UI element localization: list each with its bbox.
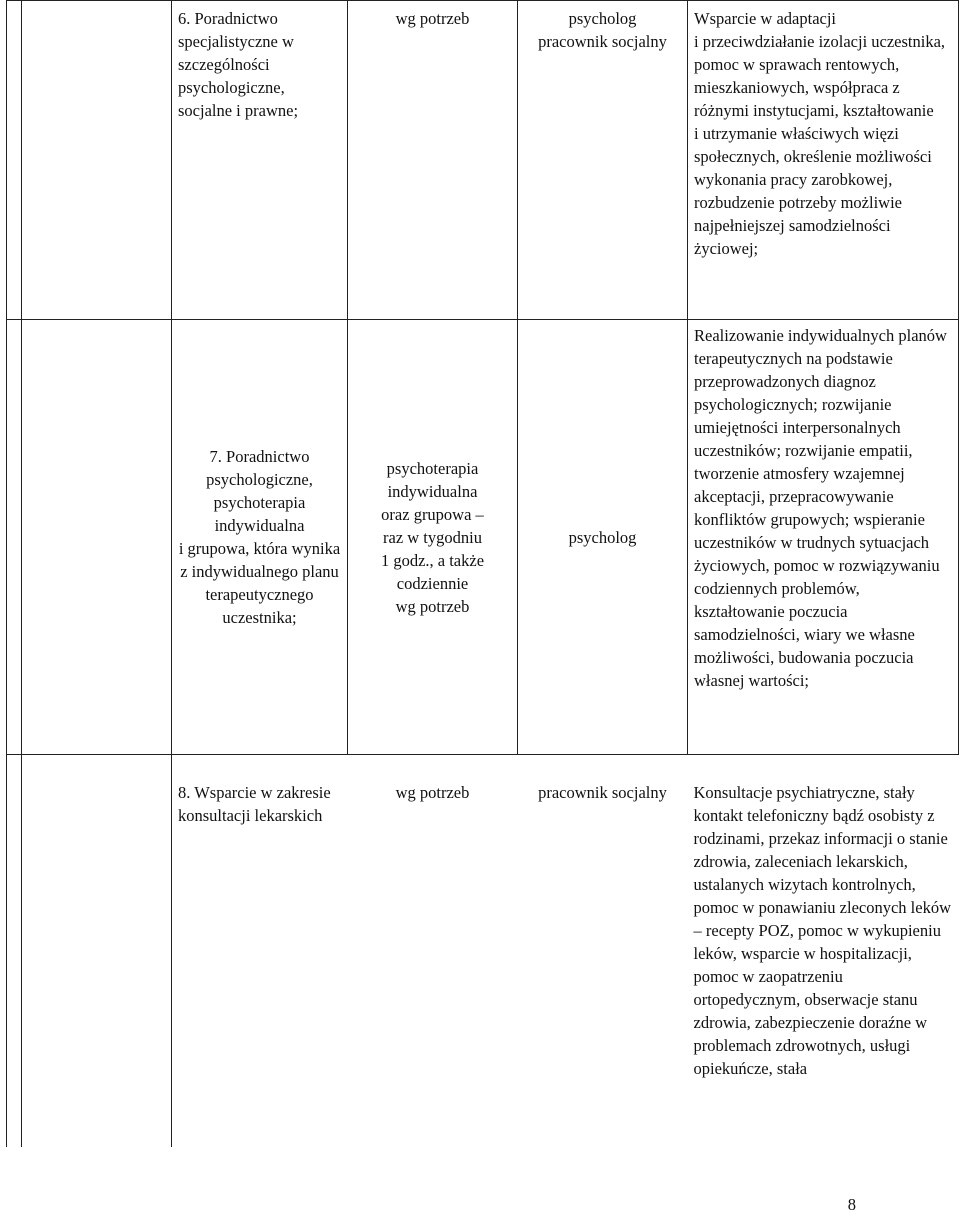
service-name: 6. Poradnictwo specjalistyczne w szczególności psychologiczne, socjalne i prawne; [178,9,299,120]
service-staff: psycholog [568,527,637,547]
service-staff: psycholog pracownik socjalny [538,9,667,51]
frequency-cell [348,1,518,320]
table-row [7,755,959,1148]
service-cell [172,1,348,320]
margin-cell [7,755,22,1148]
staff-cell [518,1,688,320]
service-cell [172,320,348,755]
margin-cell [7,1,22,320]
service-description: Konsultacje psychiatryczne, stały kontakt telefoniczny bądź osobisty z rodzinami, przekaz informacji o stanie zdrowia, zaleceniach lekarskich, ustalanych wizytach kontrolnych, pomoc w ponawianiu zleconych leków – recepty POZ, pomoc w wykupieniu leków, wsparcie w hospitalizacji, pomoc w zaopatrzeniu ortopedycznym, obserwacje stanu zdrowia, zabezpieczenie doraźne w problemach zdrowotnych, usługi opiekuńcze, stała [693,783,952,1078]
service-frequency: wg potrzeb [395,9,470,28]
service-description: Realizowanie indywidualnych planów terapeutycznych na podstawie przeprowadzonych diagnoz psychologicznych; rozwijanie umiejętności interpersonalnych uczestników; rozwijanie empatii, tworzenie atmosfery wzajemnej akceptacji, przepracowywanie konfliktów grupowych; wspieranie uczestników w trudnych sytuacjach życiowych, pomoc w rozwiązywaniu codziennych problemów, kształtowanie poczucia samodzielności, wiary we własne możliwości, budowania poczucia własnej wartości; [694,326,947,690]
number-cell [22,755,172,1148]
page-number: 8 [847,1195,856,1214]
staff-cell [518,755,688,1148]
service-frequency: wg potrzeb [395,783,470,802]
frequency-cell [348,755,518,1148]
number-cell [22,1,172,320]
description-cell [688,755,959,1148]
table-row [7,1,959,320]
table-row [7,320,959,755]
service-description: Wsparcie w adaptacji i przeciwdziałanie izolacji uczestnika, pomoc w sprawach rentowych, mieszkaniowych, współpraca z różnymi instytucjami, kształtowanie i utrzymanie właściwych więzi społecznych, określenie możliwości wykonania pracy zarobkowej, rozbudzenie potrzeby możliwie najpełniejszej samodzielności życiowej; [694,9,946,258]
service-name: 7. Poradnictwo psychologiczne, psychoterapia indywidualna i grupowa, która wynika z indywidualnego planu terapeutycznego uczestnika; [178,447,341,627]
service-cell [172,755,348,1148]
service-frequency: psychoterapia indywidualna oraz grupowa – raz w tygodniu 1 godz., a także codziennie wg potrzeb [380,458,485,616]
service-name: 8. Wsparcie w zakresie konsultacji lekarskich [178,783,331,825]
description-cell [688,320,959,755]
service-staff: pracownik socjalny [538,783,667,802]
services-table [6,0,959,1147]
staff-cell [518,320,688,755]
number-cell [22,320,172,755]
description-cell [688,1,959,320]
margin-cell [7,320,22,755]
frequency-cell [348,320,518,755]
